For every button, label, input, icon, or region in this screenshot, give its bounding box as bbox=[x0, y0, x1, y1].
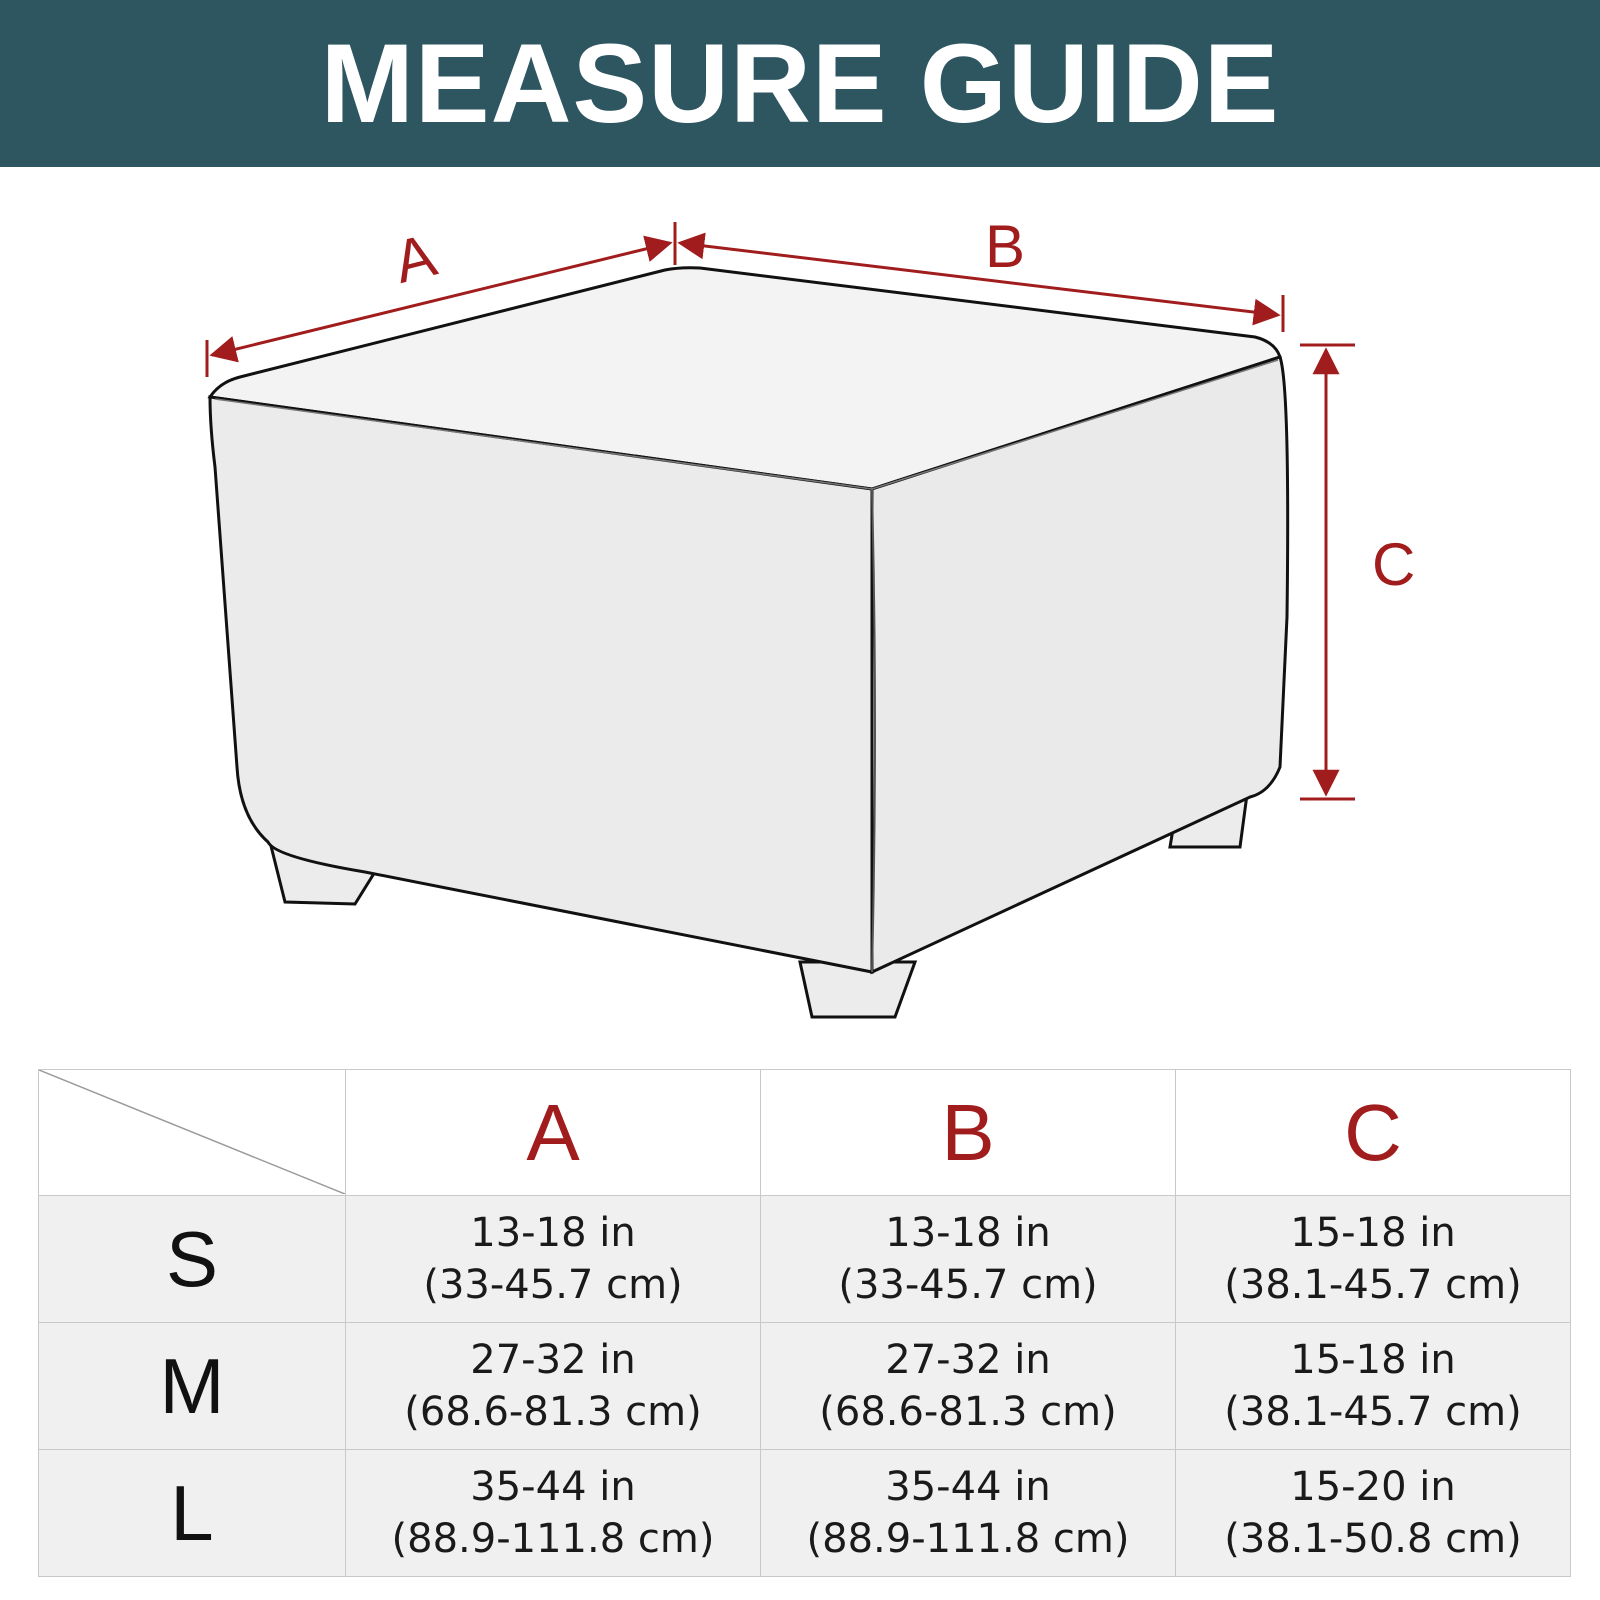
measure-cell bbox=[346, 1323, 761, 1450]
dimension-label-b: B bbox=[985, 213, 1026, 280]
table-row-m bbox=[39, 1323, 1571, 1450]
measure-cm: (88.9-111.8 cm) bbox=[806, 1516, 1130, 1562]
column-header-a bbox=[346, 1070, 761, 1196]
size-cell bbox=[39, 1450, 346, 1577]
measure-in: 27-32 in bbox=[885, 1337, 1051, 1383]
diagonal-divider bbox=[39, 1070, 345, 1194]
table-header-row bbox=[39, 1070, 1571, 1196]
size-label: S bbox=[165, 1214, 219, 1303]
measure-in: 13-18 in bbox=[885, 1210, 1051, 1256]
measure-cell bbox=[346, 1196, 761, 1323]
size-chart-table bbox=[38, 1069, 1571, 1577]
page-title: MEASURE GUIDE bbox=[320, 21, 1280, 146]
measure-in: 15-20 in bbox=[1290, 1464, 1456, 1510]
ottoman-illustration bbox=[0, 167, 1600, 1057]
measure-cm: (33-45.7 cm) bbox=[423, 1262, 683, 1308]
column-header-label: B bbox=[941, 1087, 995, 1177]
ottoman-diagram bbox=[0, 167, 1600, 1057]
measure-cm: (38.1-45.7 cm) bbox=[1224, 1262, 1522, 1308]
column-header-b bbox=[761, 1070, 1176, 1196]
table-corner-cell bbox=[39, 1070, 346, 1196]
measure-cell bbox=[346, 1450, 761, 1577]
measure-cell bbox=[1176, 1196, 1571, 1323]
size-label: L bbox=[170, 1468, 214, 1557]
measure-cm: (33-45.7 cm) bbox=[838, 1262, 1098, 1308]
measure-in: 27-32 in bbox=[470, 1337, 636, 1383]
dimension-label-c: C bbox=[1372, 531, 1416, 598]
measure-cell bbox=[1176, 1450, 1571, 1577]
title-banner bbox=[0, 0, 1600, 167]
ottoman-body bbox=[210, 268, 1288, 972]
measure-cm: (88.9-111.8 cm) bbox=[391, 1516, 715, 1562]
measure-cm: (68.6-81.3 cm) bbox=[404, 1389, 702, 1435]
measure-cell bbox=[761, 1323, 1176, 1450]
measure-cell bbox=[761, 1196, 1176, 1323]
dimension-label-a: A bbox=[387, 221, 443, 296]
measure-in: 15-18 in bbox=[1290, 1337, 1456, 1383]
size-label: M bbox=[159, 1341, 225, 1430]
column-header-label: C bbox=[1344, 1087, 1402, 1177]
measure-cell bbox=[761, 1450, 1176, 1577]
table-row-l bbox=[39, 1450, 1571, 1577]
measure-in: 35-44 in bbox=[470, 1464, 636, 1510]
measure-cm: (38.1-45.7 cm) bbox=[1224, 1389, 1522, 1435]
measure-cm: (38.1-50.8 cm) bbox=[1224, 1516, 1522, 1562]
table-row-s bbox=[39, 1196, 1571, 1323]
size-cell bbox=[39, 1323, 346, 1450]
column-header-label: A bbox=[526, 1087, 580, 1177]
size-cell bbox=[39, 1196, 346, 1323]
measure-in: 13-18 in bbox=[470, 1210, 636, 1256]
measure-cm: (68.6-81.3 cm) bbox=[819, 1389, 1117, 1435]
measure-in: 15-18 in bbox=[1290, 1210, 1456, 1256]
measure-cell bbox=[1176, 1323, 1571, 1450]
measure-in: 35-44 in bbox=[885, 1464, 1051, 1510]
column-header-c bbox=[1176, 1070, 1571, 1196]
